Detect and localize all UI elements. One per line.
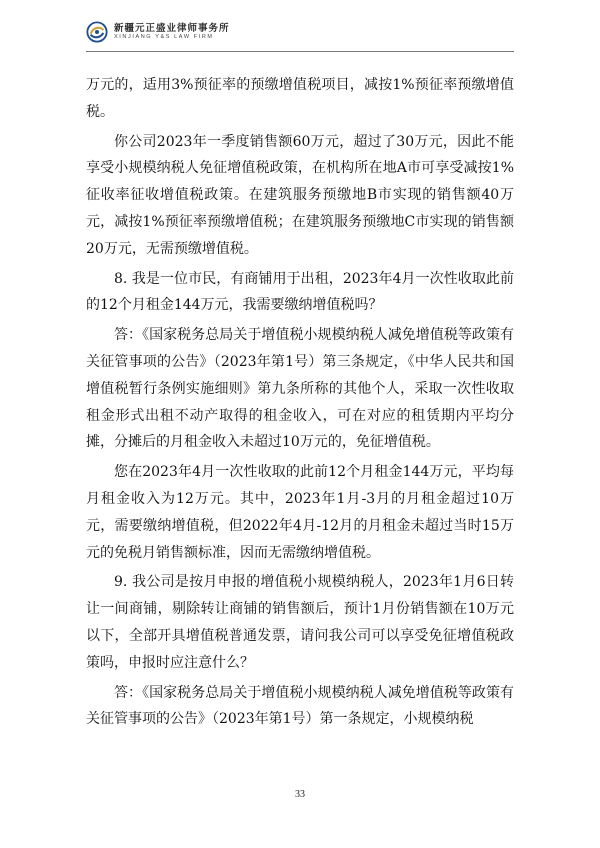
answer-9: 答：《国家税务总局关于增值税小规模纳税人减免增值税等政策有关征管事项的公告》（2023年第1号）第一条规定，小规模纳税 <box>86 684 514 728</box>
paragraph: 万元的，适用3%预征率的预缴增值税项目，减按1%预征率预缴增值税。 <box>86 77 514 120</box>
document-body <box>86 72 514 736</box>
answer-8: 答：《国家税务总局关于增值税小规模纳税人减免增值税等政策有关征管事项的公告》（2023年第1号）第三条规定，《中华人民共和国增值税暂行条例实施细则》第九条所称的其他个人，采取一次性收取租金形式出租不动产取得的租金收入，可在对应的租赁期内平均分摊，分摊后的月租金收入未超过10万元的，免征增值税。 <box>86 327 514 451</box>
firm-name-en: XINJIANG Y&S LAW FIRM <box>114 34 214 40</box>
firm-name-cn: 新疆元正盛业律师事务所 <box>114 22 230 34</box>
header-rule <box>86 51 514 52</box>
firm-logo-icon <box>86 21 108 43</box>
firm-name <box>114 24 230 41</box>
question-8: 8. 我是一位市民，有商铺用于出租，2023年4月一次性收取此前的12个月租金144万元，我需要缴纳增值税吗？ <box>86 270 514 314</box>
page-number: 33 <box>295 789 305 800</box>
paragraph: 您在2023年4月一次性收取的此前12个月租金144万元，平均每月租金收入为12万元。其中，2023年1月-3月的月租金超过10万元，需要缴纳增值税，但2022年4月-12月的月租金未超过当时15万元的免税月销售额标准，因而无需缴纳增值税。 <box>86 464 514 561</box>
paragraph: 你公司2023年一季度销售额60万元，超过了30万元，因此不能享受小规模纳税人免征增值税政策，在机构所在地A市可享受减按1%征收率征收增值税政策。在建筑服务预缴地B市实现的销售额40万元，减按1%预征率预缴增值税；在建筑服务预缴地C市实现的销售额20万元，无需预缴增值税。 <box>86 133 514 257</box>
question-9: 9. 我公司是按月申报的增值税小规模纳税人，2023年1月6日转让一间商铺，剔除转让商铺的销售额后，预计1月份销售额在10万元以下，全部开具增值税普通发票，请问我公司可以享受免征增值税政策吗，申报时应注意什么？ <box>86 574 514 671</box>
page-header <box>86 14 230 50</box>
